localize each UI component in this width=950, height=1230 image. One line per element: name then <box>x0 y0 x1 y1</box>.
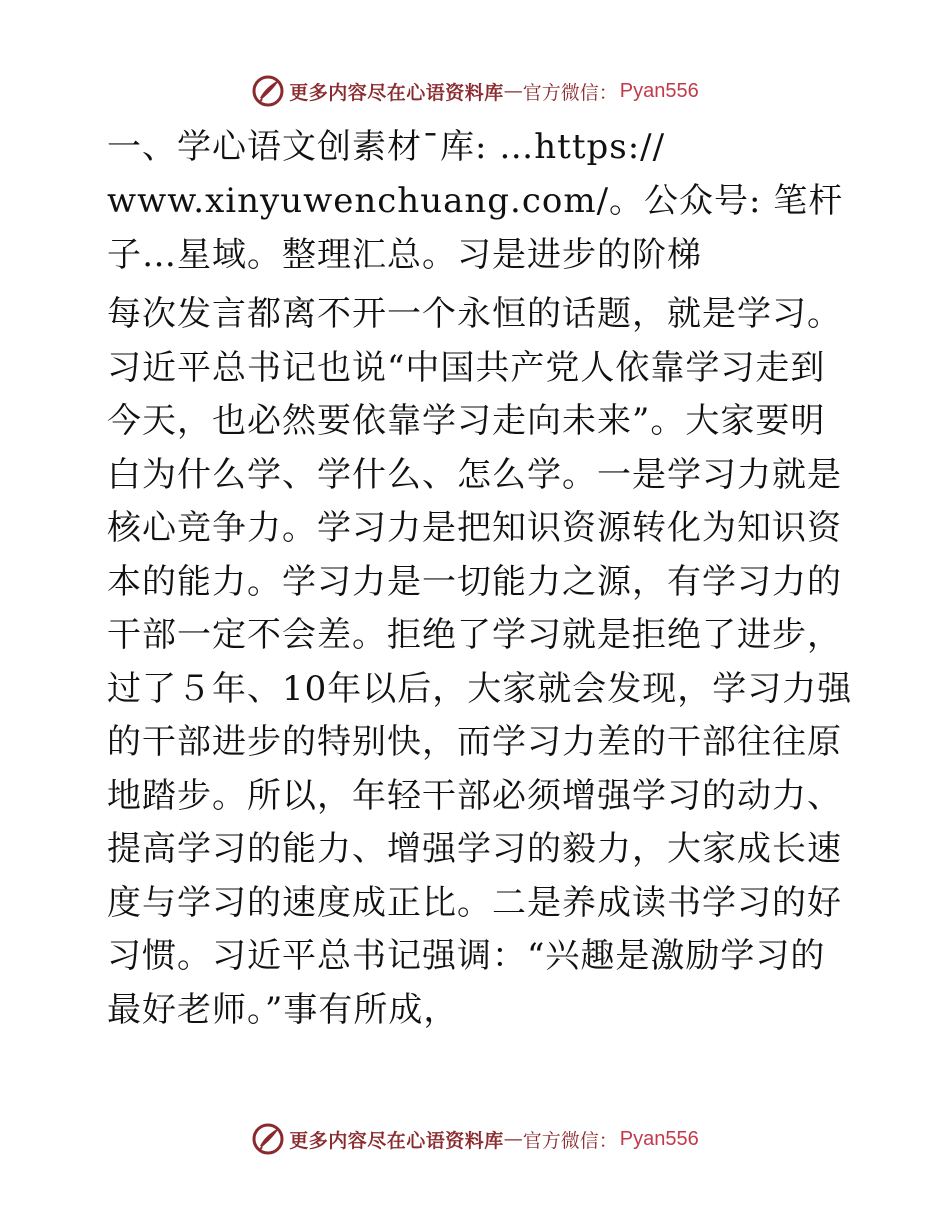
document-content <box>97 120 857 1037</box>
banner-separator: — <box>503 80 523 102</box>
banner-wechat-label: 官方微信： <box>522 1129 618 1152</box>
quill-pen-logo-icon <box>251 74 285 108</box>
header-paragraph: 一、学心语文创素材¯库: …https:// www.xinyuwenchuang.com/。公众号: 笔杆子…星域。整理汇总。习是进步的阶梯 <box>107 127 844 275</box>
top-banner <box>0 71 950 111</box>
banner-title: 更多内容尽在心语资料库 <box>289 81 504 104</box>
bottom-banner <box>0 1119 950 1159</box>
banner-title: 更多内容尽在心语资料库 <box>289 1129 504 1152</box>
banner-separator: — <box>503 1128 523 1150</box>
banner-wechat-id: Pyan556 <box>619 79 699 102</box>
quill-pen-logo-icon <box>251 1122 285 1156</box>
banner-wechat-label: 官方微信： <box>522 81 618 104</box>
body-paragraph: 每次发言都离不开一个永恒的话题，就是学习。习近平总书记也说“中国共产党人依靠学习走到今天，也必然要依靠学习走向未来”。大家要明白为什么学、学什么、怎么学。一是学习力就是核心竞争力。学习力是把知识资源转化为知识资本的能力。学习力是一切能力之源，有学习力的干部一定不会差。拒绝了学习就是拒绝了进步，过了５年、10年以后，大家就会发现，学习力强的干部进步的特别快，而学习力差的干部往往原地踏步。所以，年轻干部必须增强学习的动力、提高学习的能力、增强学习的毅力，大家成长速度与学习的速度成正比。二是养成读书学习的好习惯。习近平总书记强调：“兴趣是激励学习的最好老师。”事有所成， <box>107 294 853 1030</box>
banner-wechat-id: Pyan556 <box>619 1127 699 1150</box>
